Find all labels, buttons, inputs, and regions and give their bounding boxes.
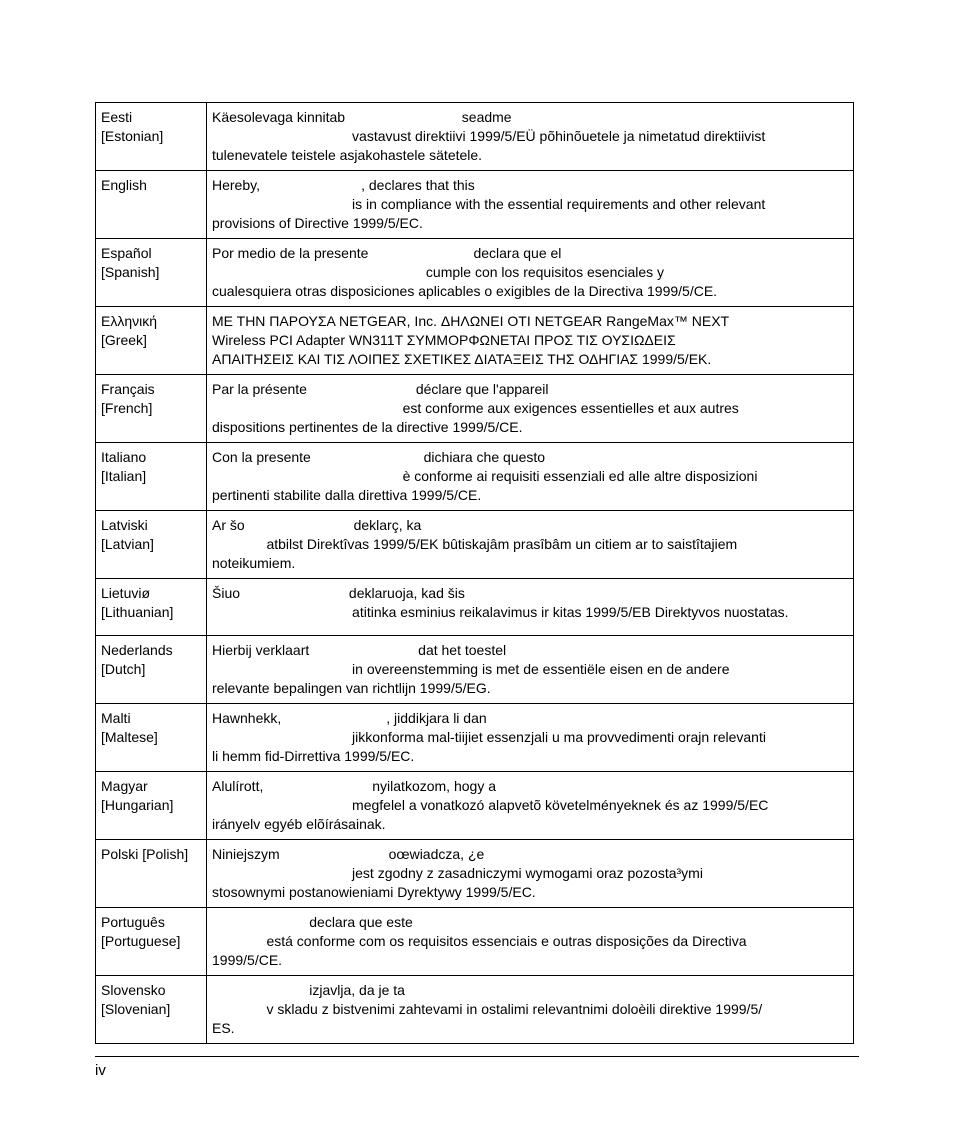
language-cell bbox=[96, 307, 207, 375]
table-row bbox=[96, 579, 854, 636]
language-cell bbox=[96, 976, 207, 1044]
declaration-text-line: v skladu z bistvenimi zahtevami in ostalimi relevantnimi doloèili direktive 1999/5/ bbox=[212, 1001, 763, 1017]
declaration-table-body bbox=[96, 103, 854, 1044]
declaration-text-cell bbox=[207, 704, 854, 772]
declaration-text-line: Niniejszym oœwiadcza, ¿e bbox=[212, 846, 485, 862]
declaration-text-line: está conforme com os requisitos essenciais e outras disposições da Directiva bbox=[212, 933, 747, 949]
declaration-text-line: irányelv egyéb elõírásainak. bbox=[212, 816, 386, 832]
table-row bbox=[96, 443, 854, 511]
declaration-text-line: tulenevatele teistele asjakohastele sätetele. bbox=[212, 147, 483, 163]
language-label: Español bbox=[101, 245, 152, 261]
table-row bbox=[96, 171, 854, 239]
declaration-text-line: ΑΠΑΙΤΗΣΕΙΣ ΚΑΙ ΤΙΣ ΛΟΙΠΕΣ ΣΧΕΤΙΚΕΣ ΔΙΑΤΑΞΕΙΣ ΤΗΣ ΟΔΗΓΙΑΣ 1999/5/ΕΚ. bbox=[212, 351, 712, 367]
table-row bbox=[96, 375, 854, 443]
declaration-text-line: est conforme aux exigences essentielles et aux autres bbox=[212, 400, 739, 416]
table-row bbox=[96, 704, 854, 772]
declaration-text-cell bbox=[207, 908, 854, 976]
language-label: [Slovenian] bbox=[101, 1001, 171, 1017]
language-label: Magyar bbox=[101, 778, 148, 794]
language-cell bbox=[96, 103, 207, 171]
declaration-text-line: relevante bepalingen van richtlijn 1999/5/EG. bbox=[212, 680, 491, 696]
language-label: Malti bbox=[101, 710, 131, 726]
table-row bbox=[96, 908, 854, 976]
declaration-text-line: ΜΕ ΤΗΝ ΠΑΡΟΥΣΑ NETGEAR, Inc. ΔΗΛΩΝΕΙ ΟΤΙ NETGEAR RangeMax™ NEXT bbox=[212, 313, 730, 329]
declaration-text-line: jest zgodny z zasadniczymi wymogami oraz pozosta³ymi bbox=[212, 865, 703, 881]
declaration-text-cell bbox=[207, 511, 854, 579]
language-label: [Maltese] bbox=[101, 729, 158, 745]
language-label: Eesti bbox=[101, 109, 133, 125]
declaration-text-line: declara que este bbox=[212, 914, 413, 930]
language-label: [Spanish] bbox=[101, 264, 160, 280]
declaration-text-line: cualesquiera otras disposiciones aplicables o exigibles de la Directiva 1999/5/CE. bbox=[212, 283, 718, 299]
declaration-text-line: atitinka esminius reikalavimus ir kitas 1999/5/EB Direktyvos nuostatas. bbox=[212, 604, 789, 620]
language-label: Ελληνική bbox=[101, 313, 158, 329]
declaration-text-cell bbox=[207, 103, 854, 171]
language-label: English bbox=[101, 177, 147, 193]
language-label: [Lithuanian] bbox=[101, 604, 174, 620]
table-row bbox=[96, 636, 854, 704]
declaration-text-line: cumple con los requisitos esenciales y bbox=[212, 264, 665, 280]
declaration-text-cell bbox=[207, 976, 854, 1044]
language-label: Italiano bbox=[101, 449, 147, 465]
declaration-text-cell bbox=[207, 307, 854, 375]
declaration-text-line: megfelel a vonatkozó alapvetõ követelményeknek és az 1999/5/EC bbox=[212, 797, 769, 813]
declaration-text-line: Por medio de la presente declara que el bbox=[212, 245, 562, 261]
declaration-text-cell bbox=[207, 772, 854, 840]
table-row bbox=[96, 840, 854, 908]
declaration-text-cell bbox=[207, 375, 854, 443]
declaration-text-line: jikkonforma mal-tiijiet essenzjali u ma provvedimenti orajn relevanti bbox=[212, 729, 766, 745]
declaration-text-line: izjavlja, da je ta bbox=[212, 982, 405, 998]
language-label: [Latvian] bbox=[101, 536, 154, 552]
table-row bbox=[96, 239, 854, 307]
declaration-text-line: Con la presente dichiara che questo bbox=[212, 449, 546, 465]
language-cell bbox=[96, 840, 207, 908]
language-label: [Estonian] bbox=[101, 128, 164, 144]
declaration-text-line: Alulírott, nyilatkozom, hogy a bbox=[212, 778, 496, 794]
language-label: [Italian] bbox=[101, 468, 147, 484]
language-cell bbox=[96, 239, 207, 307]
language-cell bbox=[96, 908, 207, 976]
language-cell bbox=[96, 511, 207, 579]
declaration-text-line: Ar šo deklarç, ka bbox=[212, 517, 422, 533]
declaration-text-line: atbilst Direktîvas 1999/5/EK bûtiskajâm prasîbâm un citiem ar to saistîtajiem bbox=[212, 536, 738, 552]
page-number: iv bbox=[95, 1062, 106, 1079]
table-row bbox=[96, 772, 854, 840]
language-label: Lietuviø bbox=[101, 585, 151, 601]
language-cell bbox=[96, 443, 207, 511]
declaration-text-line: Par la présente déclare que l'appareil bbox=[212, 381, 549, 397]
declaration-text-line: è conforme ai requisiti essenziali ed alle altre disposizioni bbox=[212, 468, 758, 484]
declaration-text-line: stosownymi postanowieniami Dyrektywy 1999/5/EC. bbox=[212, 884, 536, 900]
declaration-text-line: ES. bbox=[212, 1020, 235, 1036]
declaration-text-line: is in compliance with the essential requirements and other relevant bbox=[212, 196, 766, 212]
language-label: Nederlands bbox=[101, 642, 173, 658]
declaration-text-line: in overeenstemming is met de essentiële eisen en de andere bbox=[212, 661, 730, 677]
language-cell bbox=[96, 171, 207, 239]
declaration-text-line: dispositions pertinentes de la directive 1999/5/CE. bbox=[212, 419, 523, 435]
declaration-text-cell bbox=[207, 239, 854, 307]
language-label: Latviski bbox=[101, 517, 148, 533]
table-row bbox=[96, 103, 854, 171]
language-cell bbox=[96, 772, 207, 840]
language-label: [Portuguese] bbox=[101, 933, 181, 949]
declaration-text-line: 1999/5/CE. bbox=[212, 952, 283, 968]
language-label: Polski [Polish] bbox=[101, 846, 189, 862]
language-label: [French] bbox=[101, 400, 153, 416]
declaration-table bbox=[95, 102, 854, 1044]
declaration-text-cell bbox=[207, 840, 854, 908]
table-row bbox=[96, 976, 854, 1044]
language-label: Français bbox=[101, 381, 155, 397]
table-row bbox=[96, 511, 854, 579]
language-label: Português bbox=[101, 914, 165, 930]
language-cell bbox=[96, 704, 207, 772]
declaration-text-line: Hawnhekk, , jiddikjara li dan bbox=[212, 710, 487, 726]
language-label: Slovensko bbox=[101, 982, 166, 998]
language-label: [Greek] bbox=[101, 332, 147, 348]
declaration-text-cell bbox=[207, 579, 854, 636]
declaration-text-line: Wireless PCI Adapter WN311T ΣΥΜΜΟΡΦΩΝΕΤΑΙ ΠΡΟΣ ΤΙΣ ΟΥΣΙΩΔΕΙΣ bbox=[212, 332, 676, 348]
declaration-text-line: Hereby, , declares that this bbox=[212, 177, 475, 193]
declaration-text-line: vastavust direktiivi 1999/5/EÜ põhinõuetele ja nimetatud direktiivist bbox=[212, 128, 766, 144]
language-label: [Hungarian] bbox=[101, 797, 174, 813]
declaration-text-line: Käesolevaga kinnitab seadme bbox=[212, 109, 512, 125]
footer-rule bbox=[95, 1056, 859, 1057]
declaration-text-cell bbox=[207, 171, 854, 239]
declaration-text-line: noteikumiem. bbox=[212, 555, 296, 571]
declaration-text-line: provisions of Directive 1999/5/EC. bbox=[212, 215, 423, 231]
table-row bbox=[96, 307, 854, 375]
declaration-text-line: li hemm fid-Dirrettiva 1999/5/EC. bbox=[212, 748, 415, 764]
declaration-text-cell bbox=[207, 636, 854, 704]
declaration-text-line: pertinenti stabilite dalla direttiva 1999/5/CE. bbox=[212, 487, 482, 503]
declaration-text-line: Hierbij verklaart dat het toestel bbox=[212, 642, 507, 658]
declaration-text-cell bbox=[207, 443, 854, 511]
declaration-text-line: Šiuo deklaruoja, kad šis bbox=[212, 585, 465, 601]
language-cell bbox=[96, 579, 207, 636]
language-label: [Dutch] bbox=[101, 661, 146, 677]
language-cell bbox=[96, 375, 207, 443]
language-cell bbox=[96, 636, 207, 704]
